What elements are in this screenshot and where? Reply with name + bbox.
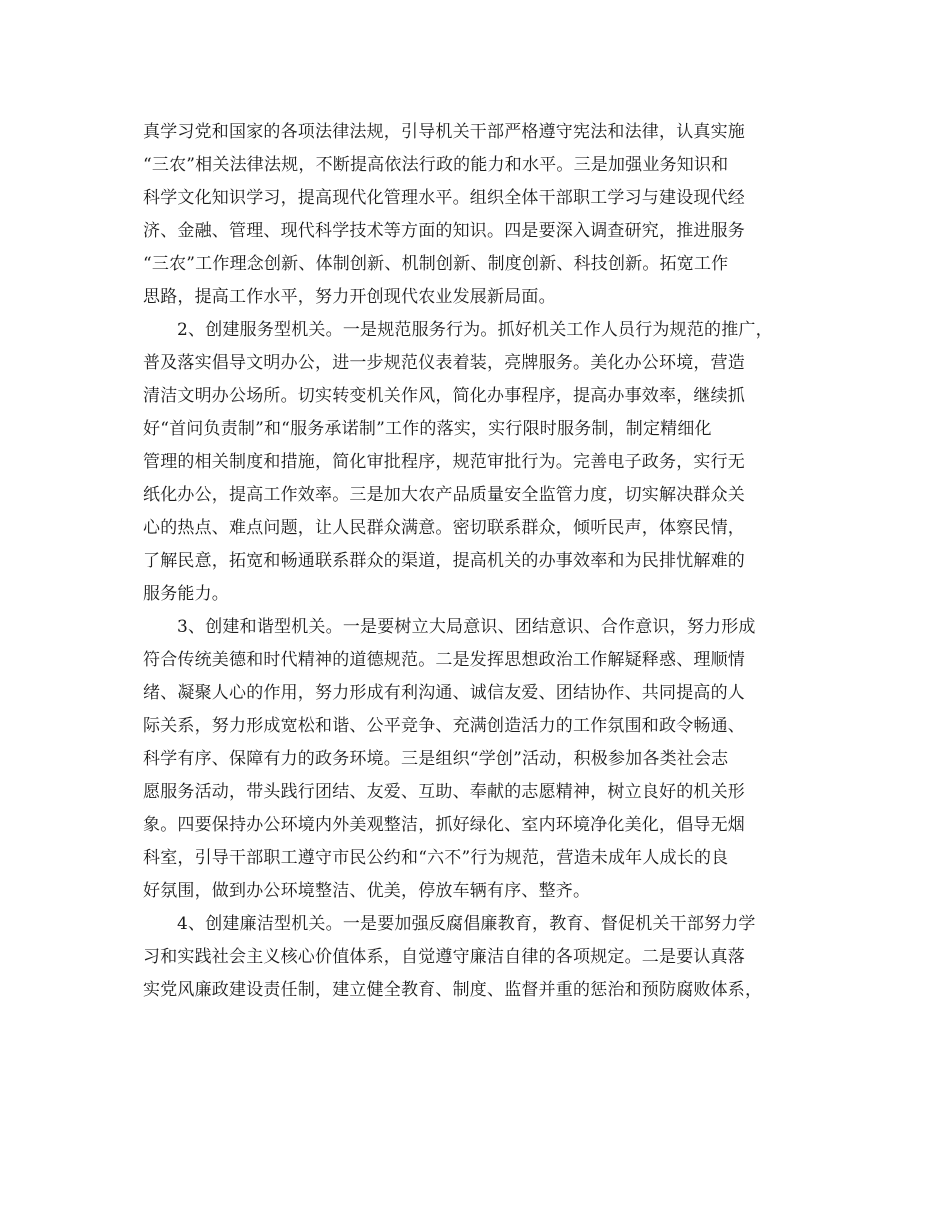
text-line: 真学习党和国家的各项法律法规，引导机关干部严格遵守宪法和法律，认真实施 bbox=[143, 122, 745, 142]
paragraph-first-line: 2、创建服务型机关。一是规范服务行为。抓好机关工作人员行为规范的推广， bbox=[177, 320, 773, 340]
text-line: 纸化办公，提高工作效率。三是加大农产品质量安全监管力度，切实解决群众关 bbox=[143, 485, 745, 505]
text-line: 管理的相关制度和措施，简化审批程序，规范审批行为。完善电子政务，实行无 bbox=[143, 452, 745, 472]
text-line: 服务能力。 bbox=[143, 584, 229, 604]
text-line: 普及落实倡导文明办公，进一步规范仪表着装，亮牌服务。美化办公环境，营造 bbox=[143, 353, 745, 373]
text-line: 绪、凝聚人心的作用，努力形成有利沟通、诚信友爱、团结协作、共同提高的人 bbox=[143, 683, 745, 703]
text-line: 好“首问负责制”和“服务承诺制”工作的落实，实行限时服务制，制定精细化 bbox=[143, 419, 712, 439]
text-line: “三农”相关法律法规，不断提高依法行政的能力和水平。三是加强业务知识和 bbox=[143, 155, 729, 175]
text-line: 科室，引导干部职工遵守市民公约和“六不”行为规范，营造未成年人成长的良 bbox=[143, 848, 729, 868]
text-line: 心的热点、难点问题，让人民群众满意。密切联系群众，倾听民声，体察民情， bbox=[143, 518, 745, 538]
text-line: 愿服务活动，带头践行团结、友爱、互助、奉献的志愿精神，树立良好的机关形 bbox=[143, 782, 745, 802]
text-line: 好氛围，做到办公环境整洁、优美，停放车辆有序、整齐。 bbox=[143, 881, 591, 901]
text-line: 际关系，努力形成宽松和谐、公平竞争、充满创造活力的工作氛围和政令畅通、 bbox=[143, 716, 745, 736]
paragraph-first-line: 4、创建廉洁型机关。一是要加强反腐倡廉教育，教育、督促机关干部努力学 bbox=[177, 914, 756, 934]
text-line: 清洁文明办公场所。切实转变机关作风，简化办事程序，提高办事效率，继续抓 bbox=[143, 386, 745, 406]
text-line: 科学文化知识学习，提高现代化管理水平。组织全体干部职工学习与建设现代经 bbox=[143, 188, 745, 208]
text-line: 济、金融、管理、现代科学技术等方面的知识。四是要深入调查研究，推进服务 bbox=[143, 221, 745, 241]
text-line: 习和实践社会主义核心价值体系，自觉遵守廉洁自律的各项规定。二是要认真落 bbox=[143, 947, 745, 967]
text-line: 符合传统美德和时代精神的道德规范。二是发挥思想政治工作解疑释惑、理顺情 bbox=[143, 650, 745, 670]
document-body-text bbox=[143, 116, 813, 1007]
text-line: 象。四要保持办公环境内外美观整洁，抓好绿化、室内环境净化美化，倡导无烟 bbox=[143, 815, 745, 835]
text-line: 了解民意，拓宽和畅通联系群众的渠道，提高机关的办事效率和为民排忧解难的 bbox=[143, 551, 745, 571]
paragraph-first-line: 3、创建和谐型机关。一是要树立大局意识、团结意识、合作意识，努力形成 bbox=[177, 617, 756, 637]
text-line: “三农”工作理念创新、体制创新、机制创新、制度创新、科技创新。拓宽工作 bbox=[143, 254, 729, 274]
text-line: 实党风廉政建设责任制，建立健全教育、制度、监督并重的惩治和预防腐败体系， bbox=[143, 980, 763, 1000]
text-line: 科学有序、保障有力的政务环境。三是组织“学创”活动，积极参加各类社会志 bbox=[143, 749, 729, 769]
text-line: 思路，提高工作水平，努力开创现代农业发展新局面。 bbox=[143, 287, 556, 307]
